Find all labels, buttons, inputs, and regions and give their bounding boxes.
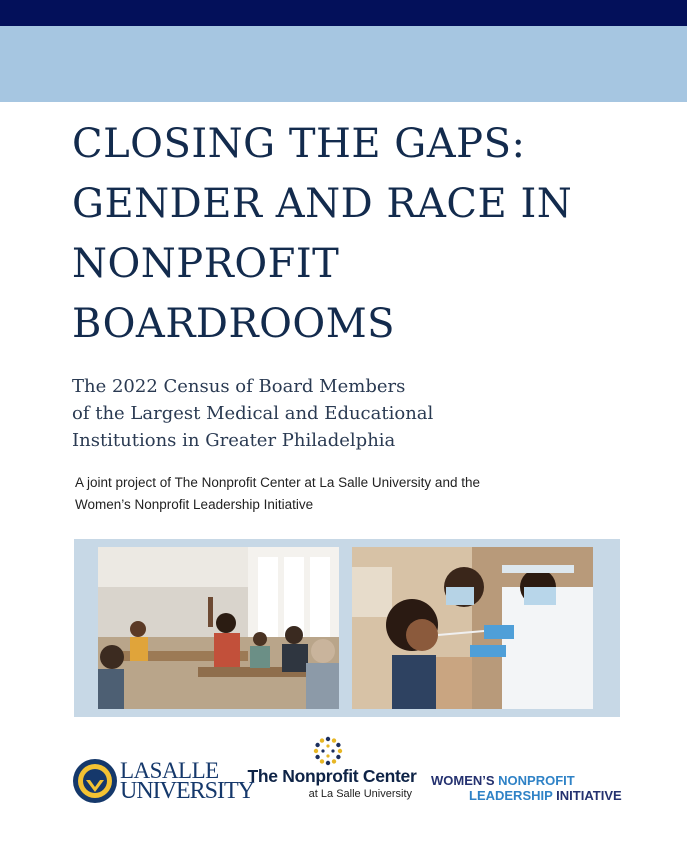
- nonprofit-center-logo: [247, 736, 417, 806]
- wnli-word-womens: WOMEN’S: [431, 773, 499, 788]
- title-line: NONPROFIT: [72, 241, 340, 287]
- project-line: A joint project of The Nonprofit Center at La Salle University and the: [75, 475, 480, 490]
- project-credit: [75, 472, 635, 516]
- dot-ring-icon: [313, 736, 343, 766]
- photo-frame: [74, 539, 620, 717]
- lasalle-wordmark-line1: LASALLE: [120, 758, 219, 783]
- wnli-word-nonprofit: NONPROFIT: [498, 773, 575, 788]
- header-band: [0, 26, 687, 102]
- lasalle-wordmark-line2: UNIVERSITY: [120, 778, 254, 804]
- lasalle-university-logo: [72, 758, 254, 806]
- wnli-logo: [431, 773, 631, 805]
- project-line: Women’s Nonprofit Leadership Initiative: [75, 497, 314, 512]
- report-subtitle: [72, 373, 632, 454]
- nonprofit-center-sub: at La Salle University: [308, 788, 412, 800]
- lasalle-seal-icon: [72, 758, 118, 804]
- classroom-photo: [98, 547, 339, 709]
- wnli-word-initiative: INITIATIVE: [552, 788, 622, 803]
- top-band: [0, 0, 687, 26]
- title-line: BOARDROOMS: [72, 301, 396, 347]
- nonprofit-center-name: The Nonprofit Center: [247, 766, 417, 786]
- subtitle-line: The 2022 Census of Board Members: [72, 376, 406, 397]
- title-line: CLOSING THE GAPS:: [72, 121, 526, 167]
- title-line: GENDER AND RACE IN: [72, 181, 573, 227]
- medical-test-photo: [352, 547, 593, 709]
- report-title: [72, 114, 672, 354]
- subtitle-line: Institutions in Greater Philadelphia: [72, 430, 396, 451]
- subtitle-line: of the Largest Medical and Educational: [72, 403, 434, 424]
- wnli-word-leadership: LEADERSHIP: [469, 788, 553, 803]
